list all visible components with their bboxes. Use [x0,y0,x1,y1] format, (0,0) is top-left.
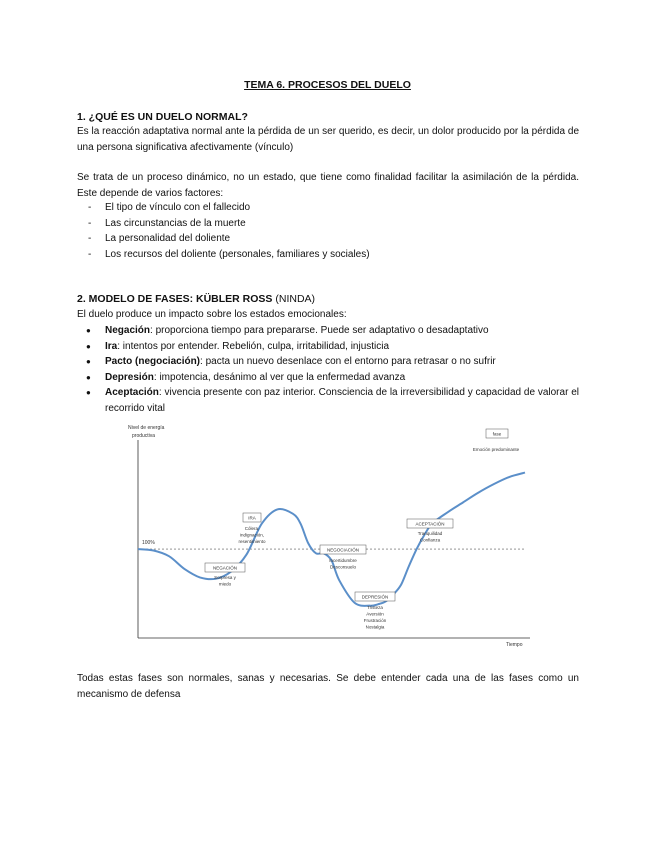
closing-paragraph: Todas estas fases son normales, sanas y necesarias. Se debe entender cada una de las fases como un mecanismo de defensa [77,673,579,700]
phase-emotion: Nostalgia [365,624,385,630]
phase-emotion: resentimiento [238,539,266,544]
list-item: ● Depresión: impotencia, desánimo al ver que la enfermedad avanza [77,370,579,386]
bullet-icon: ● [86,357,91,366]
legend-caption: Emoción predominante [472,447,520,452]
bullet-icon: ● [86,341,91,351]
list-item: - Las circunstancias de la muerte [77,216,579,232]
list-item: - El tipo de vínculo con el fallecido [77,200,579,216]
dash-marker: - [88,248,92,260]
y-axis-label-line-1: Nivel de energía [128,425,165,431]
phase-emotion: Tranquilidad [417,531,443,536]
list-item: ● Ira: intentos por entender. Rebelión, culpa, irritabilidad, injusticia [77,339,579,355]
x-axis-label: Tiempo [506,642,523,648]
dash-marker: - [88,233,92,244]
baseline-label: 100% [142,540,155,547]
phase-label: NEGACIÓN [212,565,238,571]
document-title: TEMA 6. PROCESOS DEL DUELO [244,79,411,91]
phase-emotion: Frustración [363,618,387,623]
phase-emotion: indignación, [239,532,265,538]
list-item: - La personalidad del doliente [77,231,579,247]
list-item: ● Pacto (negociación): pacta un nuevo desenlace con el entorno para retrasar o no sufrir [77,354,579,370]
phase-emotion: Aversión [366,611,384,617]
phase-emotion: miedo [218,581,232,587]
phase-label: ACEPTACIÓN [415,521,445,527]
phase-emotion: Tristeza [367,605,383,610]
phase-emotion: Cólera, [244,526,260,531]
dash-marker: - [88,217,92,229]
section1-paragraph-2: Se trata de un proceso dinámico, no un estado, que tiene como finalidad facilitar la asimilación de la pérdida. Este depende de varios factores: [77,172,579,199]
grief-phases-chart [110,420,530,650]
section2-heading: 2. MODELO DE FASES: KÜBLER ROSS (NINDA) [77,293,316,305]
list-item: - Los recursos del doliente (personales, familiares y sociales) [77,247,579,263]
bullet-icon: ● [86,372,91,382]
phase-emotion: Desconsuelo [329,564,357,570]
phase-emotion: Sorpresa y [214,575,236,580]
section1-heading: 1. ¿QUÉ ES UN DUELO NORMAL? [77,111,248,123]
phases-list [77,323,579,416]
factors-list [77,200,579,262]
energy-curve [138,473,525,606]
section2-intro: El duelo produce un impacto sobre los estados emocionales: [77,309,347,320]
dash-marker: - [88,202,92,213]
list-item: ● Negación: proporciona tiempo para prepararse. Puede ser adaptativo o desadaptativo [77,323,579,339]
y-axis-label-line-2: productiva [132,433,156,439]
list-item: ● Aceptación: vivencia presente con paz interior. Consciencia de la irreversibilidad y capacidad de valorar el recorrido vital [86,387,579,414]
legend-box-label: fase [492,431,502,437]
phase-emotion: Incertidumbre [329,558,357,563]
phase-label: DEPRESIÓN [361,594,389,600]
bullet-icon: ● [86,326,91,335]
phase-label: NEGOCIACIÓN [326,547,360,553]
phase-label: IRA [248,515,256,521]
bullet-icon: ● [86,388,91,397]
phase-labels [205,513,453,630]
phase-emotion: Confianza [419,537,441,543]
section1-paragraph-1: Es la reacción adaptativa normal ante la pérdida de un ser querido, es decir, un dolor producido por la pérdida de una persona significativa afectivamente (vínculo) [77,126,579,153]
